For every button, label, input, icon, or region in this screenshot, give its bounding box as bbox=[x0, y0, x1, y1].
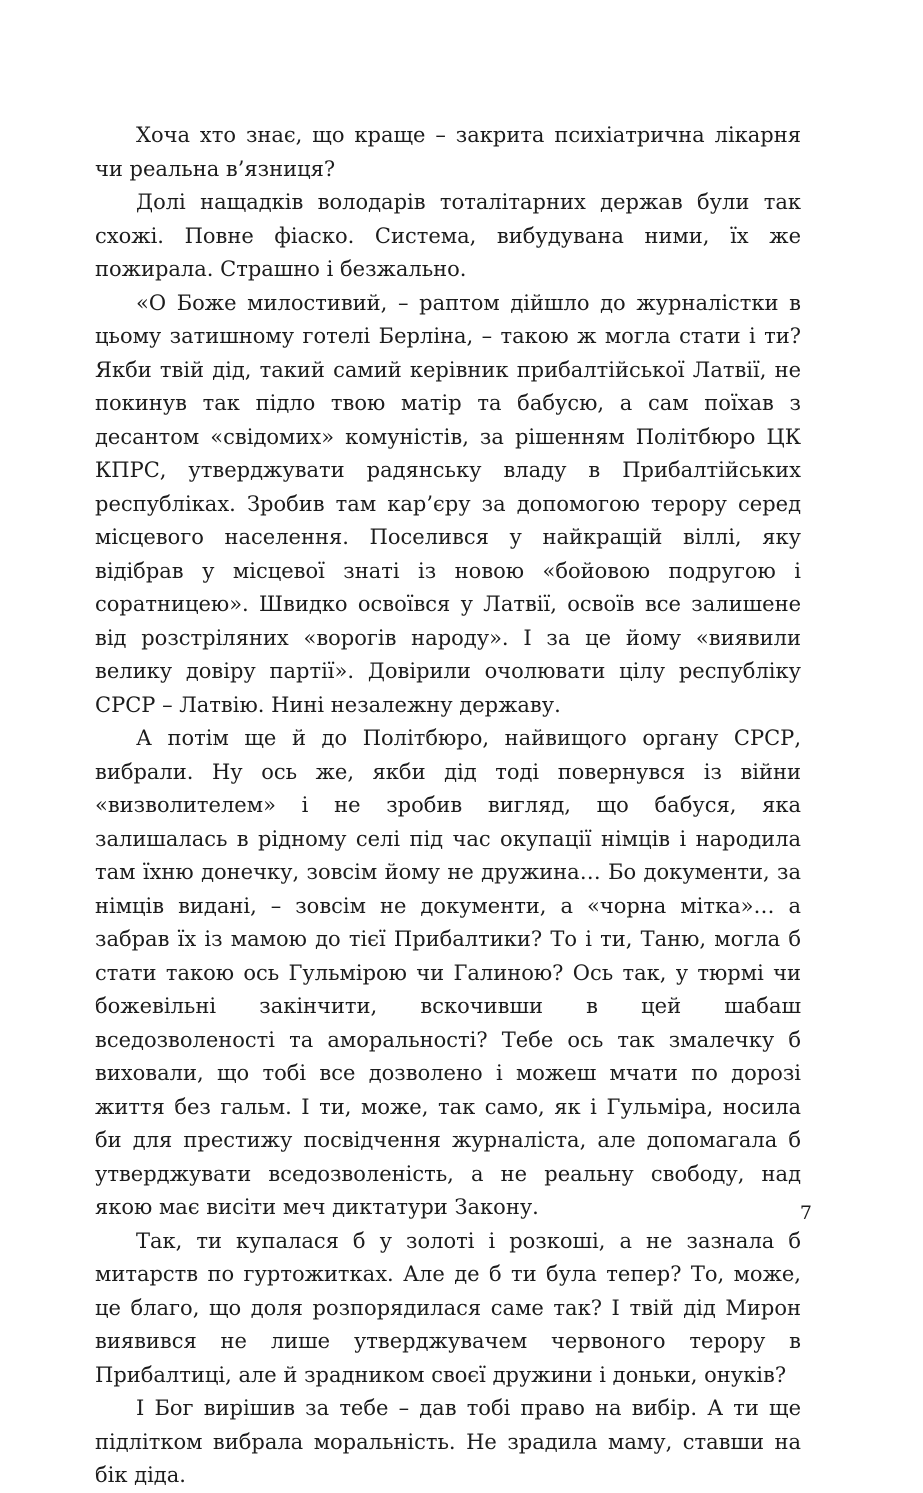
paragraph-3: «О Боже милостивий, – раптом дійшло до журналістки в цьому затишному готелі Берліна, – такою ж могла стати і ти? Якби твій дід, такий самий керівник прибалтійської Латвії, не покинув так підло твою матір та бабусю, а сам поїхав з десантом «свідомих» комуністів, за рішенням Політбюро ЦК КПРС, утверджувати радянську владу в Прибалтійських республіках. Зробив там кар’єру за допомогою терору серед місцевого населення. Поселився у найкращій віллі, яку відібрав у місцевої знаті із новою «бойовою подругою і соратницею». Швидко освоївся у Латвії, освоїв все залишене від розстріляних «ворогів народу». І за це йому «виявили велику довіру партії». Довірили очолювати цілу республіку СРСР – Латвію. Нині незалежну державу. bbox=[95, 290, 801, 717]
page-number: 7 bbox=[799, 1202, 812, 1224]
paragraph-4: А потім ще й до Політбюро, найвищого органу СРСР, вибрали. Ну ось же, якби дід тоді повернувся із війни «визволителем» і не зробив вигляд, що бабуся, яка залишалась в рідному селі під час окупації німців і народила там їхню донечку, зовсім йому не дружина… Бо документи, за німців видані, – зовсім не документи, а «чорна мітка»… а забрав їх із мамою до тієї Прибалтики? То і ти, Таню, могла б стати такою ось Гульмірою чи Галиною? Ось так, у тюрмі чи божевільні закінчити, вскочивши в цей шабаш вседозволеності та аморальності? Тебе ось так змалечку б виховали, що тобі все дозволено і можеш мчати по дорозі життя без гальм. І ти, може, так само, як і Гульміра, носила би для престижу посвідчення журналіста, але допомагала б утверджувати вседозволеність, а не реальну свободу, над якою має висіти меч диктатури Закону. bbox=[95, 726, 801, 1219]
paragraph-5: Так, ти купалася б у золоті і розкоші, а не зазнала б митарств по гуртожитках. Але де б ти була тепер? То, може, це благо, що доля розпорядилася саме так? І твій дід Мирон виявився не лише утверджувачем червоного терору в Прибалтиці, але й зрадником своєї дружини і доньки, онуків? bbox=[95, 1228, 801, 1387]
body-text bbox=[95, 119, 801, 1493]
paragraph-2: Долі нащадків володарів тоталітарних держав були так схожі. Повне фіаско. Система, вибудувана ними, їх же пожирала. Страшно і безжально. bbox=[95, 190, 801, 281]
paragraph-6: І Бог вирішив за тебе – дав тобі право на вибір. А ти ще підлітком вибрала моральність. Не зрадила маму, ставши на бік діда. bbox=[95, 1396, 801, 1487]
paragraph-1: Хоча хто знає, що краще – закрита психіатрична лікарня чи реальна в’язниця? bbox=[95, 123, 801, 181]
